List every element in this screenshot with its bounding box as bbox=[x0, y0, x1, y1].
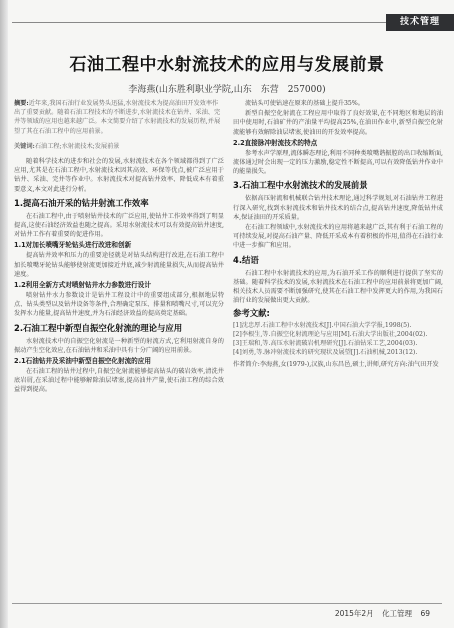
paragraph: 喷射钻井水力参数设计是钻井工程设计中的重要组成部分,根据地层特点、钻头类型以及钻井设备等条件,合理确定泵压、排量和喷嘴尺寸,可以充分发挥水力能量,提高钻井速度,并为石油经济效益的提高奠定基础。 bbox=[14, 292, 224, 318]
section-heading: 4.结语 bbox=[233, 254, 259, 265]
subsection-heading: 2.1石油钻井及采油中新型自振空化射流的应用 bbox=[14, 357, 151, 366]
reference-item: [1]沈忠厚.石油工程中水射流技术[J].中国石油大学学报,1998(5). bbox=[233, 321, 412, 329]
paragraph: 石油工程中水射流技术的应用,为石油开采工作的顺利进行提供了坚实的基础。随着科学技术的发展,水射流技术在石油工程中的应用前景将更加广阔,相关技术人员需要不断加强研究,使其在石油工程中发挥更大的作用,为我国石油行业的发展做出更大贡献。 bbox=[233, 269, 443, 305]
section-heading: 3.石油工程中水射流技术的发展前景 bbox=[233, 180, 368, 191]
paragraph: 在石油工程的钻井过程中,自振空化射流能够提高钻头的破岩效率,清洗井底岩屑,在采油过程中能够解除油层堵塞,提高油井产量,使石油工程的综合效益得到提高。 bbox=[14, 368, 224, 394]
left-column bbox=[14, 99, 224, 396]
reference-item: [2]李根生,等.自振空化射流理论与应用[M].石油大学出版社,2004(02). bbox=[233, 330, 428, 338]
paragraph: 流钻头可使钻速在原来的基础上提升35%。 bbox=[245, 100, 364, 107]
footer-page: 69 bbox=[420, 609, 430, 618]
keywords-label: 关键词: bbox=[14, 142, 35, 150]
abstract-text: 近年来,我国石油行业发展势头迅猛,水射流技术为提高油田开发效率作出了重要贡献。随着石油工程技术的不断进步,水射流技术在钻井、采油、完井等领域的应用也越来越广泛。本文简要介绍了水射流技术的发展历程,并展望了其在石油工程中的应用前景。 bbox=[14, 100, 221, 135]
abstract-label: 摘要: bbox=[14, 100, 29, 107]
paragraph: 随着科学技术的进步和社会的发展,水射流技术在各个领域都得到了广泛应用,尤其是在石油工程中,水射流技术因其高效、环保等优点,被广泛应用于钻井、采油、完井等作业中。水射流技术对提高钻井效率、降低成本有着重要意义,本文对此进行分析。 bbox=[14, 158, 224, 193]
subsection-heading: 2.2直接脉冲射流技术的特点 bbox=[233, 138, 318, 147]
paragraph: 在石油工程中,由于喷射钻井技术的广泛应用,使钻井工作效率得到了明显提高,这使石油经济效益也随之提高。采用水射流技术可以有效提高钻井速度,对钻井工作有着重要的促进作用。 bbox=[14, 212, 224, 239]
section-heading: 2.石油工程中新型自振空化射流的理论与应用 bbox=[14, 322, 183, 333]
keywords bbox=[14, 142, 224, 151]
article-title: 石油工程中水射流技术的应用与发展前景 bbox=[69, 55, 385, 75]
paragraph: 提高钻井效率和压力的重要途径就是对钻头结构进行改进,在石油工程中加长喷嘴牙轮钻头能够使射流更加接近井底,减少射流能量损失,从而提高钻井速度。 bbox=[14, 252, 224, 278]
paragraph: 依据高压射流和机械联合钻井技术理论,通过科学规划,对石油钻井工程进行深入研究,找到水射流技术和钻井技术的结合点,提高钻井速度,降低钻井成本,保证油田的开采质量。 bbox=[233, 195, 443, 221]
reference-item: [3]王瑞和,等.高压水射流破岩机理研究[J].石油钻采工艺,2004(03). bbox=[233, 340, 418, 348]
footer-issue: 2015年2月 bbox=[334, 609, 374, 618]
right-column bbox=[233, 99, 443, 370]
subsection-heading: 1.1对加长喷嘴牙轮钻头进行改进和创新 bbox=[14, 241, 132, 250]
page-footer bbox=[329, 608, 430, 619]
paragraph: 在石油工程领域中,水射流技术的应用将越来越广泛,其有利于石油工程的可持续发展,对提高石油产量、降低开采成本有着积极的作用,值得在石油行业中进一步推广和应用。 bbox=[233, 224, 443, 250]
paragraph: 新型自振空化射流在工程应用中取得了良好效果,在不同地区和地层的油田中使用时,石油矿井的产油量平均提高25%,在油田作业中,新型自振空化射流能够有效解除油层堵塞,使油田的开发效率提高。 bbox=[233, 110, 443, 136]
references-heading: 参考文献: bbox=[233, 308, 270, 319]
footer-rule bbox=[12, 603, 442, 604]
subsection-heading: 1.2利用全新方式对喷射钻井水力参数进行设计 bbox=[14, 281, 151, 290]
section-heading: 1.提高石油开采的钻井射流工作效率 bbox=[14, 197, 149, 208]
section-tab: 技术管理 bbox=[386, 14, 454, 31]
header-rule bbox=[12, 22, 386, 23]
left-body bbox=[14, 157, 224, 395]
keywords-text: 石油工程;水射流技术;发展前景 bbox=[34, 142, 120, 150]
paragraph: 参考水声学原理,流体瞬态理论,利用不同种类喷嘴谐振腔的出口收缩断面,流体通过时会出现一定的压力激励,稳定性不断提高,可以有效降低钻井作业中的能量损失。 bbox=[233, 149, 443, 176]
paragraph: 水射流技术中的自振空化射流是一种新型的射流方式,它利用射流自身的振动产生空化效应,在石油钻井和采油中具有十分广阔的应用前景。 bbox=[14, 337, 224, 354]
right-body bbox=[233, 99, 443, 370]
article-author: 李海燕(山东胜利职业学院,山东 东营 257000) bbox=[128, 85, 326, 95]
abstract bbox=[14, 99, 224, 136]
footer-journal: 化工管理 bbox=[382, 609, 413, 618]
reference-item: [4]刘勇,等.脉冲射流技术的研究现状及展望[J].石油机械,2013(12). bbox=[233, 349, 418, 357]
author-note: 作者简介:李海燕,女(1979-),汉族,山东昌邑,硕士,讲师,研究方向:油气田开发 bbox=[233, 361, 439, 369]
